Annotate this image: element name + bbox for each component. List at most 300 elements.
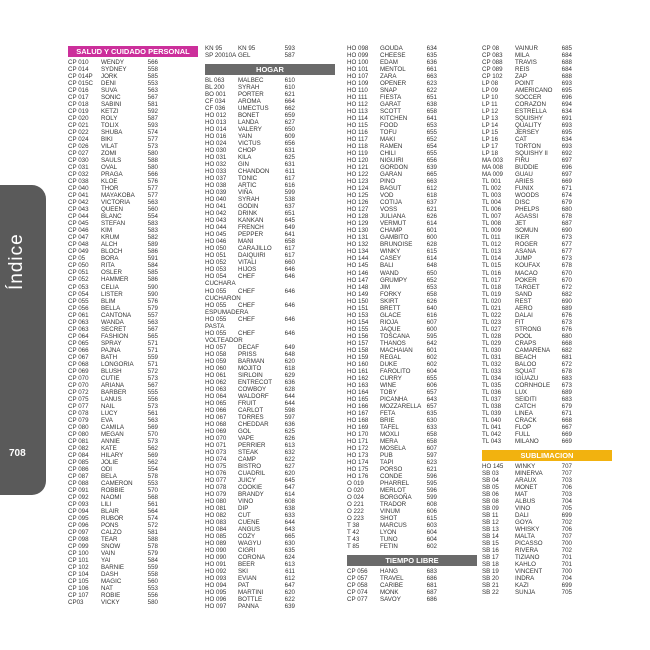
product-name: FRUIT xyxy=(238,399,257,407)
product-code: HO 101 xyxy=(347,66,369,74)
product-code: HO 081 xyxy=(205,504,227,512)
index-entry xyxy=(205,210,335,217)
index-entry xyxy=(347,487,477,494)
index-entry xyxy=(205,554,335,561)
index-entry xyxy=(205,133,335,140)
page-ref: 571 xyxy=(147,346,158,354)
page-ref: 667 xyxy=(561,423,572,431)
page-ref: 627 xyxy=(284,119,295,127)
product-name: FLOP xyxy=(515,423,532,431)
page-ref: 635 xyxy=(426,409,437,417)
product-code: TL 023 xyxy=(482,318,502,326)
page-ref: 663 xyxy=(426,73,437,81)
product-name: CHOP xyxy=(238,147,256,155)
product-name: DALAI xyxy=(515,311,533,319)
product-code: T 43 xyxy=(347,536,360,544)
section-header: HOGAR xyxy=(205,64,335,75)
product-name: FASHION xyxy=(101,332,129,340)
product-name: KATE xyxy=(101,444,117,452)
page-ref: 659 xyxy=(284,112,295,120)
index-entry xyxy=(68,298,198,305)
index-entry xyxy=(347,438,477,445)
product-name: CRACK xyxy=(515,416,537,424)
product-name: LUX xyxy=(515,388,528,396)
product-code: O 222 xyxy=(347,508,364,516)
product-code: HO 155 xyxy=(347,325,369,333)
product-name: ARTIC xyxy=(238,182,257,190)
product-code: CP 075 xyxy=(68,395,89,403)
index-entry xyxy=(68,333,198,340)
index-entry xyxy=(482,312,612,319)
product-name xyxy=(238,309,278,316)
page-ref: 673 xyxy=(561,381,572,389)
page-ref: 579 xyxy=(147,304,158,312)
index-entry xyxy=(205,259,335,266)
product-name: DECAF xyxy=(238,343,259,351)
product-name: WANDA xyxy=(101,318,124,326)
product-code: LP 11 xyxy=(482,101,498,109)
product-name: DIP xyxy=(238,504,249,512)
product-code: BO 001 xyxy=(205,91,226,99)
page-ref: 679 xyxy=(561,402,572,410)
index-entry xyxy=(347,312,477,319)
product-name: WENDY xyxy=(101,59,125,66)
index-entry xyxy=(205,280,335,287)
page-ref: 581 xyxy=(147,101,158,109)
page-ref: 573 xyxy=(147,143,158,151)
index-entry xyxy=(347,52,477,59)
product-code: CP 078 xyxy=(68,409,89,417)
page-ref: 616 xyxy=(284,182,295,190)
product-code: SB 12 xyxy=(482,519,499,527)
product-code: HO 075 xyxy=(205,462,227,470)
page-ref: 646 xyxy=(284,266,295,274)
index-entry xyxy=(482,66,612,73)
index-entry xyxy=(68,403,198,410)
index-entry xyxy=(482,568,612,575)
index-entry xyxy=(205,456,335,463)
product-name: ROGER xyxy=(515,241,538,249)
product-code: HO 096 xyxy=(205,596,227,604)
index-entry xyxy=(68,136,198,143)
product-name: MILANO xyxy=(515,437,539,445)
product-name: KETZI xyxy=(101,108,119,116)
index-entry xyxy=(347,473,477,480)
index-entry xyxy=(68,438,198,445)
page-ref: 649 xyxy=(284,224,295,232)
product-name: GAMBITO xyxy=(380,234,409,242)
page-ref: 624 xyxy=(284,554,295,562)
product-name: CUENE xyxy=(238,519,260,527)
product-code: TL 007 xyxy=(482,213,502,221)
product-name: MAKI xyxy=(380,136,396,144)
index-entry xyxy=(482,255,612,262)
index-entry xyxy=(205,358,335,365)
page-ref: 688 xyxy=(561,59,572,67)
product-name: GARAT xyxy=(380,101,401,109)
product-name: KOUFAX xyxy=(515,262,541,270)
product-code: HO 164 xyxy=(347,388,369,396)
product-name: SHOT xyxy=(380,515,398,523)
page-ref: 669 xyxy=(561,178,572,186)
product-code: HO 170 xyxy=(347,430,369,438)
index-entry xyxy=(347,575,477,582)
page-ref: 672 xyxy=(561,360,572,368)
product-code: HO 174 xyxy=(347,458,369,466)
product-code: SB 20 xyxy=(482,575,499,583)
index-entry xyxy=(347,277,477,284)
page-ref: 646 xyxy=(284,315,295,323)
index-entry xyxy=(68,543,198,550)
page-ref: 692 xyxy=(561,150,572,158)
product-code: TL 040 xyxy=(482,416,502,424)
product-code: HO 069 xyxy=(205,427,227,435)
product-name: SYDNEY xyxy=(101,66,127,74)
index-entry xyxy=(68,87,198,94)
index-entry xyxy=(482,340,612,347)
index-entry xyxy=(482,582,612,589)
page-ref: 623 xyxy=(426,458,437,466)
index-entry xyxy=(68,122,198,129)
product-name: SCOTT xyxy=(380,108,401,116)
product-name: CAMARENA xyxy=(515,346,551,354)
page-ref: 559 xyxy=(147,564,158,572)
product-name: FORKY xyxy=(380,290,402,298)
product-code: TL 003 xyxy=(482,192,502,200)
index-entry xyxy=(68,326,198,333)
page-ref: 621 xyxy=(284,91,295,99)
product-name: CASEY xyxy=(380,255,401,263)
page-ref: 685 xyxy=(561,45,572,52)
product-name: SUNJA xyxy=(515,589,536,597)
product-code: HO 054 xyxy=(205,273,227,281)
product-code: LP 18 xyxy=(482,150,499,158)
index-entry xyxy=(68,227,198,234)
index-entry xyxy=(482,108,612,115)
product-name: HAMMER xyxy=(101,276,129,284)
page-ref: 697 xyxy=(561,157,572,165)
index-entry xyxy=(205,414,335,421)
product-code: TL 018 xyxy=(482,283,502,291)
index-entry xyxy=(68,129,198,136)
page-ref: 644 xyxy=(284,392,295,400)
page-ref: 645 xyxy=(284,476,295,484)
product-name: PINO xyxy=(380,178,396,186)
page-ref: 704 xyxy=(561,497,572,505)
product-code: HO 043 xyxy=(205,217,227,225)
product-name: BUDDIE xyxy=(515,164,539,172)
index-entry xyxy=(205,77,335,84)
index-entry xyxy=(205,491,335,498)
index-entry xyxy=(68,248,198,255)
page-ref: 658 xyxy=(426,290,437,298)
index-entry xyxy=(347,73,477,80)
product-code: HO 042 xyxy=(205,210,227,218)
page-ref: 602 xyxy=(426,543,437,551)
product-code: TL 042 xyxy=(482,430,502,438)
product-code: LP 17 xyxy=(482,143,499,151)
product-code: CP 022 xyxy=(68,129,89,137)
index-entry xyxy=(205,231,335,238)
index-entry xyxy=(205,428,335,435)
page-ref: 671 xyxy=(561,185,572,193)
product-name: KRUM xyxy=(101,234,120,242)
page-ref: 573 xyxy=(147,374,158,382)
page-ref: 626 xyxy=(426,297,437,305)
product-code: HO 149 xyxy=(347,290,369,298)
page-ref: 655 xyxy=(426,129,437,137)
product-name: TORRES xyxy=(238,413,264,421)
index-entry xyxy=(482,438,612,445)
product-name: SOMUN xyxy=(515,227,539,235)
index-entry xyxy=(68,466,198,473)
index-entry xyxy=(205,295,335,302)
index-entry xyxy=(347,305,477,312)
product-code: O 221 xyxy=(347,501,364,509)
product-name: SONIC xyxy=(101,94,121,102)
index-entry xyxy=(347,298,477,305)
product-name: MALBEC xyxy=(238,77,264,85)
index-entry xyxy=(68,473,198,480)
index-entry xyxy=(347,431,477,438)
product-name: HIJOS xyxy=(238,266,257,274)
product-name: JERSEY xyxy=(515,129,540,137)
product-code: HO 059 xyxy=(205,357,227,365)
page-ref: 670 xyxy=(561,276,572,284)
index-entry xyxy=(68,382,198,389)
product-name: MAGIC xyxy=(101,578,122,586)
page-ref: 683 xyxy=(561,374,572,382)
product-code: CP 046 xyxy=(68,227,89,235)
index-entry xyxy=(482,213,612,220)
page-ref: 579 xyxy=(147,550,158,558)
product-name: CURRY xyxy=(380,374,402,382)
product-code: CP 038 xyxy=(68,178,89,186)
page-ref: 678 xyxy=(561,367,572,375)
page-ref: 702 xyxy=(561,547,572,555)
page-ref: 567 xyxy=(147,94,158,102)
index-entry xyxy=(68,452,198,459)
product-code: HO 090 xyxy=(205,547,227,555)
product-name: SQUISHY II xyxy=(515,150,548,158)
index-entry xyxy=(205,351,335,358)
page-ref: 595 xyxy=(426,479,437,487)
product-code: CP 074 xyxy=(347,589,368,597)
product-code: HO 166 xyxy=(347,402,369,410)
index-entry xyxy=(205,302,335,309)
product-name: IGUAZU xyxy=(515,374,539,382)
product-code: HO 110 xyxy=(347,87,368,95)
page-ref: 628 xyxy=(284,385,295,393)
index-entry xyxy=(205,196,335,203)
index-entry xyxy=(68,241,198,248)
product-code: HO 117 xyxy=(347,136,368,144)
product-name: GOL xyxy=(238,427,252,435)
page-ref: 621 xyxy=(426,465,437,473)
product-name: YAI xyxy=(101,557,111,565)
product-code: CP 077 xyxy=(68,402,89,410)
product-name: YAIN xyxy=(238,133,252,141)
index-entry xyxy=(347,80,477,87)
index-entry xyxy=(205,561,335,568)
product-name: DUKE xyxy=(380,360,398,368)
product-name: SYRAH xyxy=(238,196,260,204)
page-ref: 621 xyxy=(426,206,437,214)
index-entry xyxy=(482,305,612,312)
index-entry xyxy=(68,347,198,354)
product-name: POINT xyxy=(515,80,534,88)
product-code: HO 063 xyxy=(205,385,227,393)
product-code: HO 066 xyxy=(205,406,227,414)
product-code: TL 001 xyxy=(482,178,502,186)
index-entry xyxy=(205,470,335,477)
product-name: GODIN xyxy=(238,203,259,211)
index-entry xyxy=(347,347,477,354)
index-entry xyxy=(482,470,612,477)
product-code: HO 156 xyxy=(347,332,369,340)
product-name: THANOS xyxy=(380,339,406,347)
index-entry xyxy=(347,220,477,227)
product-code: CP 095 xyxy=(68,515,89,523)
page-ref: 570 xyxy=(147,430,158,438)
product-code: HO 167 xyxy=(347,409,369,417)
product-code: CP 099 xyxy=(68,543,89,551)
product-name: VICTORIA xyxy=(101,199,131,207)
product-code: LP 16 xyxy=(482,136,499,144)
product-code: HO 032 xyxy=(205,161,227,169)
product-name: PHARREL xyxy=(380,479,410,487)
page-ref: 701 xyxy=(561,554,572,562)
index-entry xyxy=(205,463,335,470)
index-entry xyxy=(347,452,477,459)
page-ref: 637 xyxy=(426,199,437,207)
product-code: CP 048 xyxy=(68,241,89,249)
product-name: REGAL xyxy=(380,353,401,361)
product-name: TAPI xyxy=(380,458,394,466)
product-code: CP 056 xyxy=(68,304,89,312)
product-name: COOKIE xyxy=(238,483,263,491)
product-code: HO 100 xyxy=(347,59,369,67)
page-ref: 672 xyxy=(561,283,572,291)
index-entry xyxy=(205,154,335,161)
product-code: HO 127 xyxy=(347,206,369,214)
index-entry xyxy=(347,129,477,136)
index-entry xyxy=(205,182,335,189)
product-name: GARAN xyxy=(380,171,403,179)
index-entry xyxy=(347,206,477,213)
product-code: HO 172 xyxy=(347,444,369,452)
page-ref: 560 xyxy=(147,578,158,586)
product-code: HO 124 xyxy=(347,185,369,193)
product-code: HO 055 xyxy=(205,329,227,337)
product-name: AMERICANO xyxy=(515,87,553,95)
product-name: MEGAN xyxy=(101,430,124,438)
product-code: HO 175 xyxy=(347,465,369,473)
page-ref: 696 xyxy=(561,164,572,172)
product-name: MACAO xyxy=(515,269,538,277)
product-code: HO 060 xyxy=(205,364,227,372)
product-code: HO 130 xyxy=(347,227,369,235)
product-name: ALBUS xyxy=(515,497,536,505)
product-name: PUB xyxy=(380,451,393,459)
page-ref: 607 xyxy=(426,444,437,452)
index-entry xyxy=(347,375,477,382)
page-ref: 620 xyxy=(284,357,295,365)
product-name: WAGYU xyxy=(238,540,262,548)
index-entry xyxy=(205,217,335,224)
product-name: FOOD xyxy=(380,122,398,130)
product-name: BOTTLE xyxy=(238,596,263,604)
index-entry xyxy=(347,403,477,410)
index-entry xyxy=(205,84,335,91)
page-ref: 614 xyxy=(284,490,295,498)
page-ref: 633 xyxy=(284,512,295,519)
index-entry xyxy=(205,575,335,582)
index-entry xyxy=(68,157,198,164)
product-code: MA 009 xyxy=(482,171,503,179)
index-entry xyxy=(347,87,477,94)
product-name: FIESTA xyxy=(380,94,402,102)
product-code: O 020 xyxy=(347,486,364,494)
product-name: TONIC xyxy=(238,175,258,183)
product-code: CP 031 xyxy=(68,164,89,172)
product-name: BAGUT xyxy=(380,185,402,193)
index-entry xyxy=(205,224,335,231)
index-entry xyxy=(68,361,198,368)
page-ref: 566 xyxy=(147,59,158,66)
index-entry xyxy=(205,288,335,295)
page-ref: 562 xyxy=(147,458,158,466)
product-code: TL 019 xyxy=(482,290,502,298)
product-name: AGASSI xyxy=(515,213,539,221)
index-entry xyxy=(68,276,198,283)
product-name: DAIQUIRI xyxy=(238,252,266,260)
product-name: JIM xyxy=(380,283,390,291)
product-code: HO 040 xyxy=(205,196,227,204)
product-code: CP 068 xyxy=(68,360,89,368)
index-entry xyxy=(347,417,477,424)
page-ref: 568 xyxy=(147,493,158,501)
page-ref: 688 xyxy=(561,73,572,81)
index-entry xyxy=(347,291,477,298)
index-entry xyxy=(482,115,612,122)
product-name: CHEF xyxy=(238,273,255,281)
product-name: POKER xyxy=(515,276,537,284)
page-ref: 652 xyxy=(426,136,437,144)
page-ref: 564 xyxy=(147,508,158,515)
page-ref: 683 xyxy=(426,568,437,576)
product-name: VOSS xyxy=(380,206,398,214)
product-code: CP 104 xyxy=(68,571,89,579)
index-column xyxy=(347,45,477,603)
page-ref: 538 xyxy=(284,196,295,204)
product-code: CP 091 xyxy=(68,486,89,494)
page-ref: 658 xyxy=(426,437,437,445)
product-code: TL 015 xyxy=(482,262,502,270)
page-ref: 562 xyxy=(147,444,158,452)
product-code: T 42 xyxy=(347,529,360,537)
product-code: KN 95 xyxy=(205,45,223,52)
product-code: CP 047 xyxy=(68,234,89,242)
product-code: CP 083 xyxy=(482,52,503,60)
page-ref: 650 xyxy=(284,126,295,134)
index-entry xyxy=(205,147,335,154)
product-code: CP 050 xyxy=(68,262,89,270)
product-code: TL 028 xyxy=(482,332,502,340)
index-entry xyxy=(68,94,198,101)
index-entry xyxy=(347,108,477,115)
product-name: JOLIE xyxy=(101,458,119,466)
